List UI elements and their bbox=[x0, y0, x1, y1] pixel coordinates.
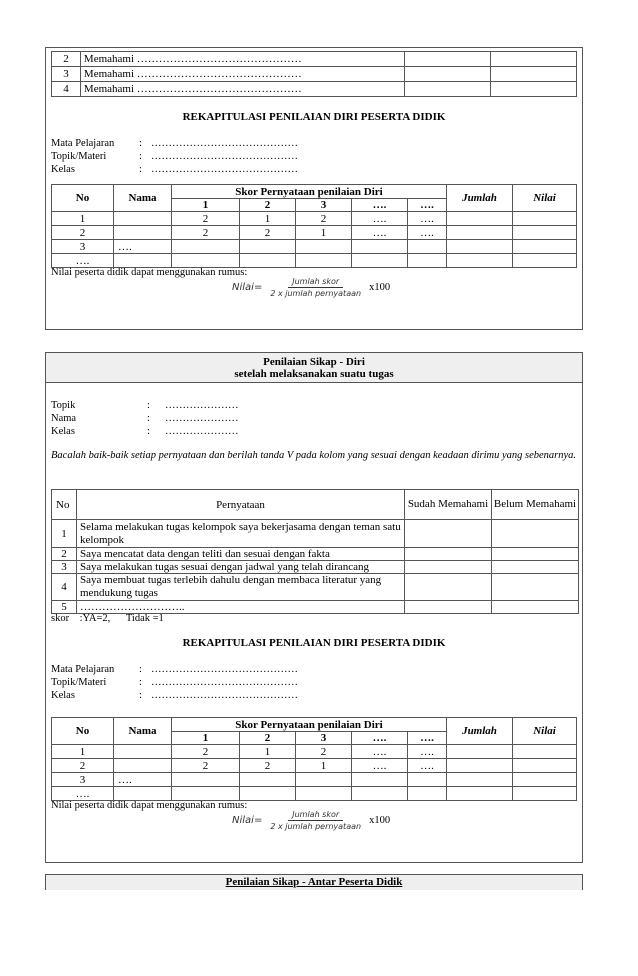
cell-score bbox=[296, 787, 352, 801]
table-row bbox=[52, 548, 579, 561]
check-belum[interactable] bbox=[492, 601, 579, 614]
cell-no: …. bbox=[52, 254, 114, 268]
check-cell[interactable] bbox=[491, 82, 577, 97]
check-belum[interactable] bbox=[492, 548, 579, 561]
header-pernyataan: Pernyataan bbox=[77, 490, 405, 520]
cell-score: …. bbox=[408, 759, 447, 773]
check-sudah[interactable] bbox=[405, 561, 492, 574]
recap-table bbox=[51, 184, 577, 268]
header-nama: Nama bbox=[114, 718, 172, 745]
cell-score: 2 bbox=[172, 226, 240, 240]
recap-meta bbox=[51, 663, 298, 702]
score-formula bbox=[232, 277, 390, 298]
table-row bbox=[52, 574, 579, 601]
header-belum: Belum Memahami bbox=[492, 490, 579, 520]
meta-label: Topik/Materi bbox=[51, 677, 107, 688]
header-skor: Skor Pernyataan penilaian Diri bbox=[172, 718, 447, 732]
section-subtitle: setelah melaksanakan suatu tugas bbox=[234, 368, 394, 380]
cell-score bbox=[240, 773, 296, 787]
cell-score: 2 bbox=[172, 759, 240, 773]
cell-no: 1 bbox=[52, 745, 114, 759]
cell-nama: …. bbox=[114, 240, 172, 254]
cell-score bbox=[296, 240, 352, 254]
cell-score bbox=[296, 254, 352, 268]
cell-nilai bbox=[513, 759, 577, 773]
cell-no: 1 bbox=[52, 212, 114, 226]
cell-score bbox=[172, 773, 240, 787]
meta-label: Kelas bbox=[51, 690, 75, 701]
cell-no: 3 bbox=[52, 240, 114, 254]
cell-score: 1 bbox=[240, 745, 296, 759]
cell-nilai bbox=[513, 745, 577, 759]
meta-sep: : bbox=[147, 413, 150, 424]
table-row bbox=[52, 254, 577, 268]
statement-table bbox=[51, 489, 579, 614]
cell-score bbox=[172, 240, 240, 254]
cell-score bbox=[352, 773, 408, 787]
header-no: No bbox=[52, 490, 77, 520]
cell-nilai bbox=[513, 226, 577, 240]
cell-nama bbox=[114, 226, 172, 240]
check-sudah[interactable] bbox=[405, 520, 492, 548]
header-col: 1 bbox=[172, 199, 240, 212]
meta-sep: : bbox=[147, 426, 150, 437]
row-no: 3 bbox=[52, 67, 81, 82]
cell-jumlah bbox=[447, 787, 513, 801]
meta-label: Kelas bbox=[51, 426, 75, 437]
meta-value: ………………… bbox=[165, 413, 239, 424]
meta-value: …………………………………… bbox=[151, 664, 298, 675]
meta-label: Nama bbox=[51, 413, 77, 424]
header-sudah: Sudah Memahami bbox=[405, 490, 492, 520]
table-row bbox=[52, 759, 577, 773]
cell-no: …. bbox=[52, 787, 114, 801]
cell-nilai bbox=[513, 787, 577, 801]
meta-value: …………………………………… bbox=[151, 690, 298, 701]
check-cell[interactable] bbox=[405, 52, 491, 67]
cell-no: 3 bbox=[52, 773, 114, 787]
cell-nilai bbox=[513, 240, 577, 254]
cell-no: 2 bbox=[52, 226, 114, 240]
meta-sep: : bbox=[139, 151, 142, 162]
cell-jumlah bbox=[447, 226, 513, 240]
meta-topic bbox=[51, 399, 239, 412]
formula-denominator: 2 x jumlah pernyataan bbox=[270, 289, 362, 298]
row-no: 4 bbox=[52, 82, 81, 97]
cell-score: 1 bbox=[296, 226, 352, 240]
row-statement: Saya mencatat data dengan teliti dan sesuai dengan fakta bbox=[77, 548, 405, 561]
row-statement: Saya membuat tugas terlebih dahulu dengan membaca literatur yang mendukung tugas bbox=[77, 574, 405, 601]
table-row bbox=[52, 773, 577, 787]
meta-topic bbox=[51, 676, 298, 689]
cell-score bbox=[172, 254, 240, 268]
section-title: Penilaian Sikap - Antar Peserta Didik bbox=[225, 876, 403, 888]
meta-subject bbox=[51, 137, 298, 150]
meta-name bbox=[51, 412, 239, 425]
meta-sep: : bbox=[147, 400, 150, 411]
row-no: 4 bbox=[52, 574, 77, 601]
meta-label: Topik/Materi bbox=[51, 151, 107, 162]
check-cell[interactable] bbox=[491, 67, 577, 82]
check-belum[interactable] bbox=[492, 561, 579, 574]
meta-class bbox=[51, 689, 298, 702]
cell-score bbox=[172, 787, 240, 801]
section-banner bbox=[46, 875, 582, 890]
cell-nama bbox=[114, 759, 172, 773]
cell-score: 2 bbox=[172, 212, 240, 226]
table-row bbox=[52, 561, 579, 574]
cell-score: 2 bbox=[296, 212, 352, 226]
meta-sep: : bbox=[139, 164, 142, 175]
cell-jumlah bbox=[447, 773, 513, 787]
cell-score: 1 bbox=[296, 759, 352, 773]
meta-label: Mata Pelajaran bbox=[51, 138, 115, 149]
section-title: Penilaian Sikap - Diri bbox=[263, 356, 365, 368]
header-col: …. bbox=[408, 199, 447, 212]
header-col: 2 bbox=[240, 732, 296, 745]
score-legend: skor :YA=2, Tidak =1 bbox=[51, 613, 164, 624]
table-row bbox=[52, 520, 579, 548]
check-cell[interactable] bbox=[405, 67, 491, 82]
section-banner bbox=[46, 353, 582, 383]
header-skor: Skor Pernyataan penilaian Diri bbox=[172, 185, 447, 199]
header-no: No bbox=[52, 185, 114, 212]
formula-factor: x100 bbox=[369, 815, 391, 826]
cell-nama: …. bbox=[114, 773, 172, 787]
row-statement: Selama melakukan tugas kelompok saya bekerjasama dengan teman satu kelompok bbox=[77, 520, 405, 548]
formula-lhs: Nilai= bbox=[232, 282, 263, 293]
assessment-box-1 bbox=[45, 47, 583, 330]
table-row bbox=[52, 212, 577, 226]
row-no: 1 bbox=[52, 520, 77, 548]
meta-subject bbox=[51, 663, 298, 676]
cell-nama bbox=[114, 745, 172, 759]
check-sudah[interactable] bbox=[405, 601, 492, 614]
cell-score bbox=[240, 240, 296, 254]
cell-nama bbox=[114, 787, 172, 801]
cell-score: 2 bbox=[240, 226, 296, 240]
sikap-meta bbox=[51, 399, 239, 438]
assessment-box-3 bbox=[45, 874, 583, 890]
formula-fraction bbox=[266, 810, 365, 831]
cell-score bbox=[352, 787, 408, 801]
meta-sep: : bbox=[139, 677, 142, 688]
header-col: …. bbox=[352, 199, 408, 212]
row-text: Memahami ……………………………………… bbox=[80, 82, 405, 97]
cell-jumlah bbox=[447, 745, 513, 759]
header-col: 3 bbox=[296, 199, 352, 212]
cell-no: 2 bbox=[52, 759, 114, 773]
table-row bbox=[52, 67, 577, 82]
table-row bbox=[52, 745, 577, 759]
header-no: No bbox=[52, 718, 114, 745]
formula-lhs: Nilai= bbox=[232, 815, 263, 826]
cell-score bbox=[408, 240, 447, 254]
table-row bbox=[52, 601, 579, 614]
table-row bbox=[52, 226, 577, 240]
cell-jumlah bbox=[447, 212, 513, 226]
formula-numerator: Jumlah skor bbox=[288, 810, 343, 821]
cell-score bbox=[352, 254, 408, 268]
cell-score: …. bbox=[352, 212, 408, 226]
row-no: 5 bbox=[52, 601, 77, 614]
assessment-box-2 bbox=[45, 352, 583, 863]
cell-score: …. bbox=[352, 759, 408, 773]
meta-class bbox=[51, 163, 298, 176]
row-text: Memahami ……………………………………… bbox=[80, 52, 405, 67]
meta-value: …………………………………… bbox=[151, 164, 298, 175]
cell-score bbox=[408, 787, 447, 801]
meta-sep: : bbox=[139, 138, 142, 149]
meta-value: ………………… bbox=[165, 426, 239, 437]
cell-score: …. bbox=[352, 745, 408, 759]
recap-table bbox=[51, 717, 577, 801]
header-col: 2 bbox=[240, 199, 296, 212]
check-belum[interactable] bbox=[492, 520, 579, 548]
formula-numerator: Jumlah skor bbox=[288, 277, 343, 288]
formula-fraction bbox=[266, 277, 365, 298]
check-cell[interactable] bbox=[491, 52, 577, 67]
check-cell[interactable] bbox=[405, 82, 491, 97]
cell-jumlah bbox=[447, 759, 513, 773]
table-row bbox=[52, 82, 577, 97]
meta-topic bbox=[51, 150, 298, 163]
cell-nama bbox=[114, 212, 172, 226]
header-jumlah: Jumlah bbox=[447, 185, 513, 212]
meta-label: Kelas bbox=[51, 164, 75, 175]
score-formula bbox=[232, 810, 390, 831]
recap-title: REKAPITULASI PENILAIAN DIRI PESERTA DIDIK bbox=[182, 111, 446, 123]
check-sudah[interactable] bbox=[405, 574, 492, 601]
table-row bbox=[52, 787, 577, 801]
header-col: 3 bbox=[296, 732, 352, 745]
row-no: 3 bbox=[52, 561, 77, 574]
cell-score bbox=[408, 254, 447, 268]
cell-nilai bbox=[513, 212, 577, 226]
header-nama: Nama bbox=[114, 185, 172, 212]
formula-note: Nilai peserta didik dapat menggunakan rumus: bbox=[51, 800, 248, 811]
formula-denominator: 2 x jumlah pernyataan bbox=[270, 822, 362, 831]
table-row bbox=[52, 52, 577, 67]
cell-score bbox=[296, 773, 352, 787]
cell-score bbox=[408, 773, 447, 787]
meta-value: ………………… bbox=[165, 400, 239, 411]
cell-jumlah bbox=[447, 254, 513, 268]
header-nilai: Nilai bbox=[513, 718, 577, 745]
cell-score bbox=[240, 254, 296, 268]
meta-class bbox=[51, 425, 239, 438]
cell-score: …. bbox=[408, 226, 447, 240]
row-statement: Saya melakukan tugas sesuai dengan jadwal yang telah dirancang bbox=[77, 561, 405, 574]
cell-score: 2 bbox=[240, 759, 296, 773]
recap-meta bbox=[51, 137, 298, 176]
meta-value: …………………………………… bbox=[151, 138, 298, 149]
cell-nilai bbox=[513, 773, 577, 787]
header-nilai: Nilai bbox=[513, 185, 577, 212]
cell-score: 2 bbox=[172, 745, 240, 759]
cell-nilai bbox=[513, 254, 577, 268]
meta-sep: : bbox=[139, 664, 142, 675]
table-row bbox=[52, 240, 577, 254]
meta-label: Topik bbox=[51, 400, 76, 411]
memahami-table bbox=[51, 51, 577, 97]
cell-score bbox=[240, 787, 296, 801]
meta-value: …………………………………… bbox=[151, 151, 298, 162]
check-sudah[interactable] bbox=[405, 548, 492, 561]
header-col: …. bbox=[352, 732, 408, 745]
recap-title: REKAPITULASI PENILAIAN DIRI PESERTA DIDIK bbox=[182, 637, 446, 649]
meta-value: …………………………………… bbox=[151, 677, 298, 688]
formula-factor: x100 bbox=[369, 282, 391, 293]
cell-score bbox=[352, 240, 408, 254]
header-jumlah: Jumlah bbox=[447, 718, 513, 745]
meta-label: Mata Pelajaran bbox=[51, 664, 115, 675]
meta-sep: : bbox=[139, 690, 142, 701]
cell-score: 2 bbox=[296, 745, 352, 759]
cell-score: …. bbox=[352, 226, 408, 240]
row-no: 2 bbox=[52, 52, 81, 67]
cell-score: …. bbox=[408, 745, 447, 759]
row-statement: ……………………….. bbox=[77, 601, 405, 614]
instruction-text: Bacalah baik-baik setiap pernyataan dan berilah tanda V pada kolom yang sesuai dengan keadaan dirimu yang sebenarnya. bbox=[51, 450, 577, 461]
header-col: 1 bbox=[172, 732, 240, 745]
formula-note: Nilai peserta didik dapat menggunakan rumus: bbox=[51, 267, 248, 278]
cell-nama bbox=[114, 254, 172, 268]
header-col: …. bbox=[408, 732, 447, 745]
cell-score: …. bbox=[408, 212, 447, 226]
check-belum[interactable] bbox=[492, 574, 579, 601]
cell-jumlah bbox=[447, 240, 513, 254]
cell-score: 1 bbox=[240, 212, 296, 226]
row-no: 2 bbox=[52, 548, 77, 561]
row-text: Memahami ……………………………………… bbox=[80, 67, 405, 82]
